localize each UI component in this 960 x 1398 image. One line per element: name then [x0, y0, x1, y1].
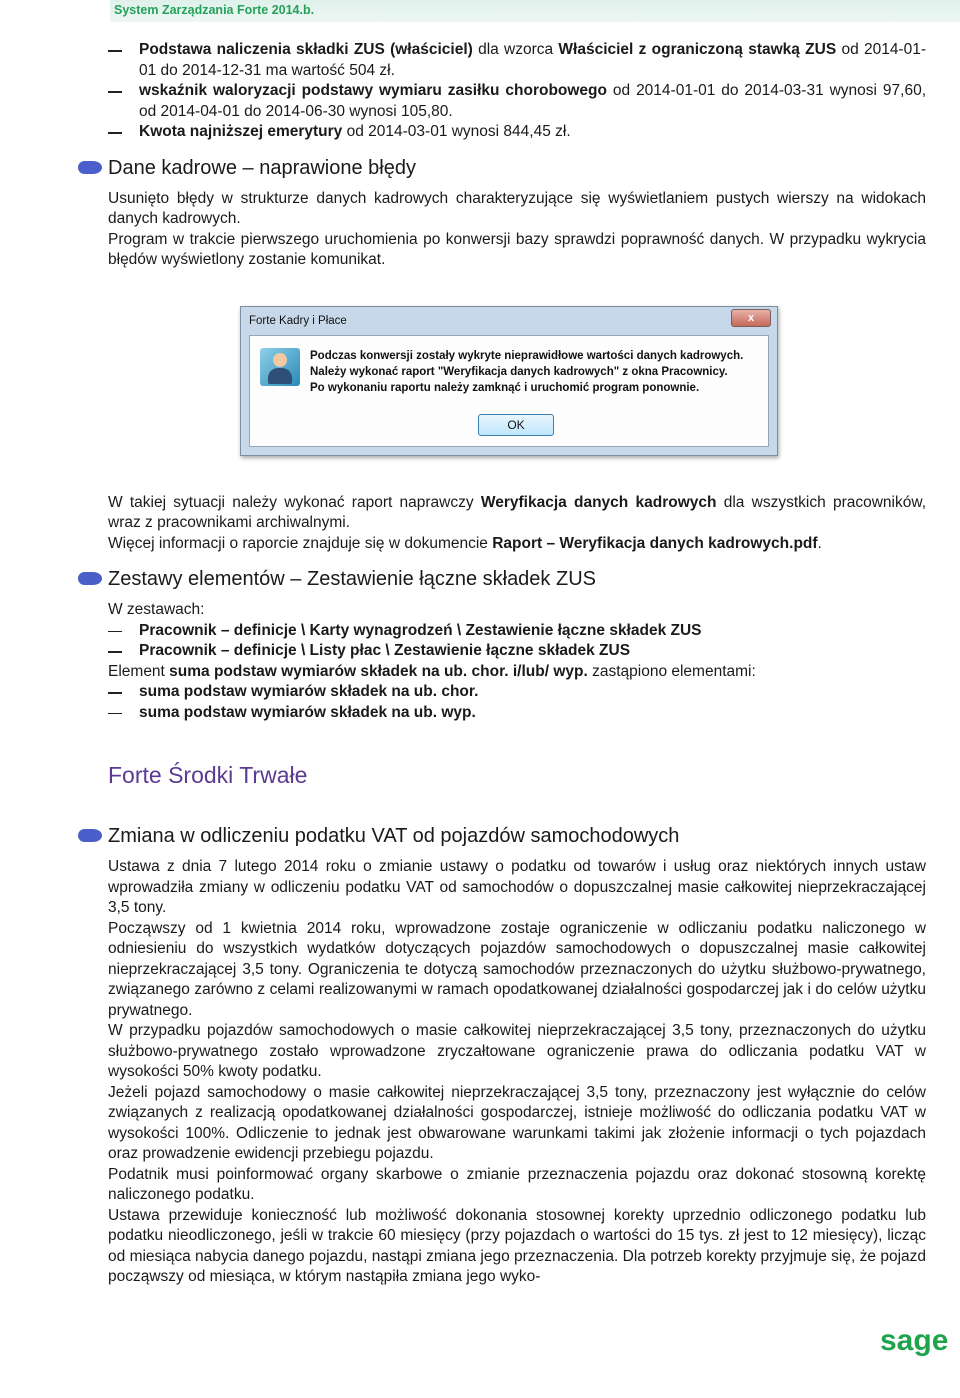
list-item: Pracownik – definicje \ Karty wynagrodzeń \ Zestawienie łączne składek ZUS: [108, 621, 926, 642]
paragraph: W takiej sytuacji należy wykonać raport naprawczy Weryfikacja danych kadrowych dla wszystkich pracowników, wraz z pracownikami archiwalnymi.: [108, 493, 926, 531]
paragraph: W przypadku pojazdów samochodowych o masie całkowitej nieprzekraczającej 3,5 tony, przeznaczonych do użytku służbowo-prywatnego zostało wprowadzone zryczałtowane ograniczenie prawa do odliczania podatku VAT w wysokości 50% kwoty podatku.: [108, 1022, 926, 1080]
ok-button[interactable]: OK: [478, 414, 554, 436]
dialog-title: Forte Kadry i Płace: [249, 315, 347, 327]
section-heading: Zestawy elementów – Zestawienie łączne składek ZUS: [108, 566, 926, 592]
list-item: Podstawa naliczenia składki ZUS (właściciel) dla wzorca Właściciel z ograniczoną stawką ZUS od 2014-01-01 do 2014-12-31 ma wartość 504 zł.: [108, 40, 926, 81]
section-heading: Zmiana w odliczeniu podatku VAT od pojazdów samochodowych: [108, 823, 926, 849]
bullet-icon: [78, 572, 102, 586]
user-icon: [260, 348, 300, 386]
document-body: [108, 40, 926, 1288]
list-item: Pracownik – definicje \ Listy płac \ Zestawienie łączne składek ZUS: [108, 641, 926, 662]
dialog-message: Podczas konwersji zostały wykryte nieprawidłowe wartości danych kadrowych. Należy wykonać raport "Weryfikacja danych kadrowych" z okna Pracownicy. Po wykonaniu raportu należy zamknąć i uruchomić program ponownie.: [310, 350, 744, 394]
paragraph: Element suma podstaw wymiarów składek na ub. chor. i/lub/ wyp. zastąpiono elementami:: [108, 662, 756, 680]
sage-logo: [876, 1320, 956, 1360]
logo-text: sage: [880, 1324, 949, 1357]
paragraph: Więcej informacji o raporcie znajduje się w dokumencie Raport – Weryfikacja danych kadrowych.pdf.: [108, 534, 822, 552]
dialog-window: [240, 306, 778, 456]
close-button[interactable]: x: [731, 309, 771, 327]
paragraph: Program w trakcie pierwszego uruchomienia po konwersji bazy sprawdzi poprawność danych. W przypadku wykrycia błędów wyświetlony zostanie komunikat.: [108, 230, 926, 268]
paragraph: W zestawach:: [108, 601, 205, 618]
list-item: suma podstaw wymiarów składek na ub. chor.: [108, 682, 926, 703]
list-item: wskaźnik waloryzacji podstawy wymiaru zasiłku chorobowego od 2014-01-01 do 2014-03-31 wynosi 97,60, od 2014-04-01 do 2014-06-30 wynosi 105,80.: [108, 81, 926, 122]
paragraph: Podatnik musi poinformować organy skarbowe o zmianie przeznaczenia pojazdu oraz dokonać stosowną korektę naliczonego podatku.: [108, 1165, 926, 1203]
paragraph: Ustawa z dnia 7 lutego 2014 roku o zmianie ustawy o podatku od towarów i usług oraz niektórych innych ustaw wprowadziła zmiany w odliczeniu podatku VAT od samochodów o dopuszczalnej masie całkowitej nieprzekraczającej 3,5 tony.: [108, 858, 926, 916]
bullet-icon: [78, 829, 102, 843]
paragraph: Jeżeli pojazd samochodowy o masie całkowitej nieprzekraczającej 3,5 tony, przeznaczony jest wyłącznie do celów związanych z realizacją opodatkowanej działalności gospodarczej, istnieje możliwość do odliczania podatku VAT w wysokości 100%. Odliczenie to jednak jest obwarowane warunkami takimi jak złożenie informacji o tych pojazdach oraz prowadzenie ewidencji przebiegu pojazdu.: [108, 1083, 926, 1162]
paragraph: Począwszy od 1 kwietnia 2014 roku, wprowadzone zostaje ograniczenie w odliczaniu podatku naliczonego w odniesieniu do wszystkich wydatków dotyczących pojazdów samochodowych o dopuszczalnej masie całkowitej nieprzekraczającej 3,5 tony. Ograniczenia te dotyczą samochodów przeznaczonych do użytku służbowo-prywatnego, związanego zarówno z celami realizowanymi w ramach opodatkowanej działalności gospodarczej jak i do celów użytku prywatnego.: [108, 919, 926, 1019]
header-title: System Zarządzania Forte 2014.b.: [114, 3, 315, 17]
module-title: Forte Środki Trwałe: [108, 762, 308, 788]
list-item: suma podstaw wymiarów składek na ub. wyp.: [108, 703, 926, 724]
dialog-body: [249, 335, 769, 447]
page-header: [110, 0, 960, 22]
bullet-icon: [78, 161, 102, 175]
list-item: Kwota najniższej emerytury od 2014-03-01 wynosi 844,45 zł.: [108, 122, 926, 143]
section-heading: Dane kadrowe – naprawione błędy: [108, 155, 926, 181]
paragraph: Usunięto błędy w strukturze danych kadrowych charakteryzujące się wyświetlaniem pustych wierszy na widokach danych kadrowych.: [108, 189, 926, 227]
paragraph: Ustawa przewiduje konieczność lub możliwość dokonania stosownej korekty uprzednio odliczonego podatku lub podatku nieodliczonego, jeśli w trakcie 60 miesięcy (przy pojazdach o wartości do 15 tys. zł jest to 12 miesięcy), licząc od miesiąca nabycia danego pojazdu, nastąpi zmiana jego przeznaczenia. Dla potrzeb korekty przyjmuje się, że pojazd począwszy od miesiąca, w którym nastąpiła zmiana jego wyko-: [108, 1206, 926, 1285]
